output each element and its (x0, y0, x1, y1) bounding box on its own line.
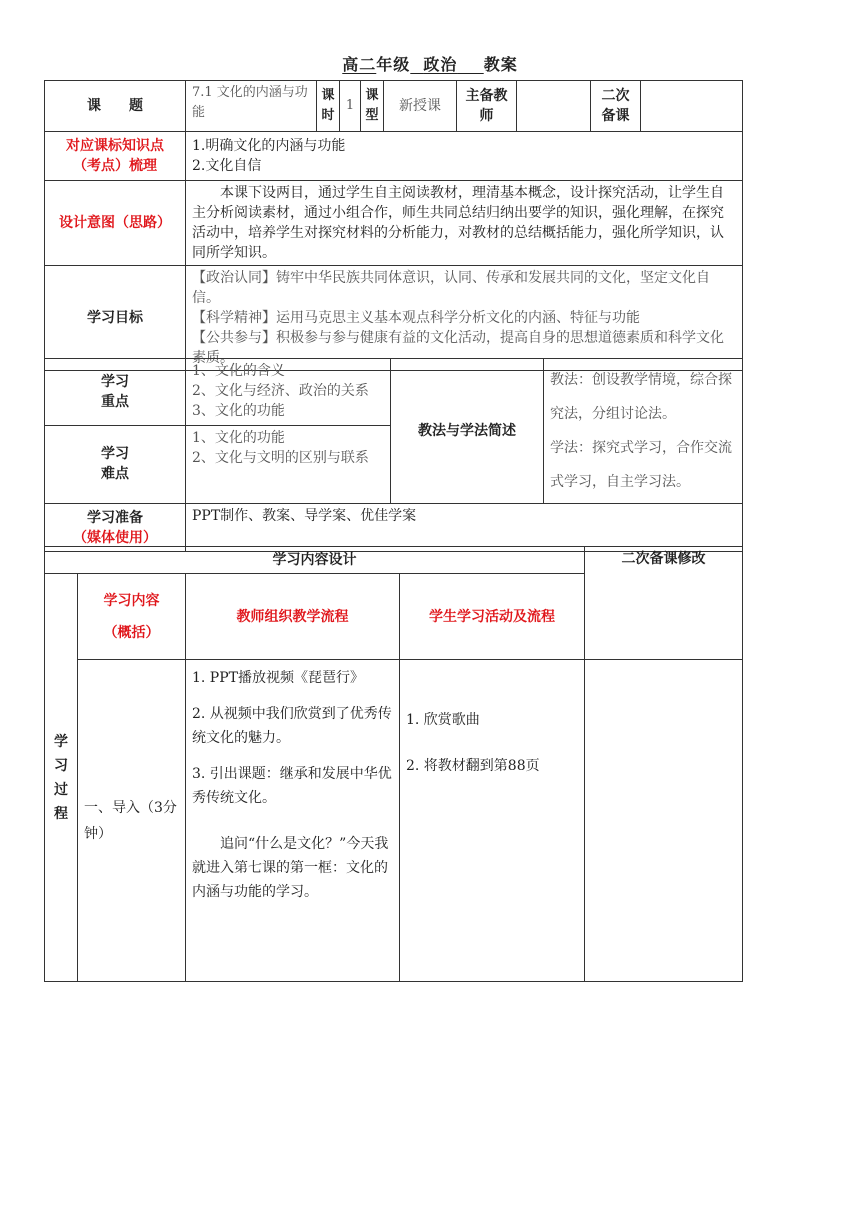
revision-label: 二次备课 (591, 81, 641, 132)
teacher-header: 教师组织教学流程 (186, 574, 400, 660)
prep-label: 学习准备 （媒体使用） (45, 504, 186, 552)
grade: 高二 (342, 55, 377, 74)
design-label: 设计意图（思路） (45, 181, 186, 266)
teacher-steps (186, 660, 400, 982)
difficulties-content: 1、文化的功能 2、文化与文明的区别与联系 (186, 425, 391, 503)
standards-item: 2.文化自信 (192, 158, 262, 174)
type-label: 课型 (361, 81, 384, 132)
content-header: 学习内容 （概括） (78, 574, 186, 660)
type-value: 新授课 (384, 81, 457, 132)
hours-label: 课时 (317, 81, 340, 132)
difficulties-label: 学习 难点 (45, 425, 186, 503)
revision-value (641, 81, 743, 132)
student-steps (400, 660, 585, 982)
step1-label: 一、导入（3分钟） (78, 660, 186, 982)
doc-type: 教案 (483, 55, 518, 74)
hours-value: 1 (340, 81, 361, 132)
standards-content (186, 132, 743, 181)
objectives-content (186, 266, 743, 371)
key-points-content: 1、文化的含义 2、文化与经济、政治的关系 3、文化的功能 (186, 359, 391, 426)
methods-table (44, 358, 743, 552)
topic-label: 课 题 (45, 81, 186, 132)
design-text: 本课下设两目，通过学生自主阅读教材，理清基本概念，设计探究活动，让学生自主分析阅读素材，通过小组合作，师生共同总结归纳出要学的知识，强化理解，在探究活动中，培养学生对探究材料的分析能力，对教材的总结概括能力，强化所学知识，认同所学知识。 (186, 181, 743, 266)
teacher-step: 2. 从视频中我们欣赏到了优秀传统文化的魅力。 (192, 706, 392, 746)
objective-item: 【公共参与】积极参与参与健康有益的文化活动，提高自身的思想道德素质和科学文化素质。 (192, 330, 724, 366)
design-header: 学习内容设计 (45, 547, 585, 574)
objective-item: 【政治认同】铸牢中华民族共同体意识，认同、传承和发展共同的文化，坚定文化自信。 (192, 270, 710, 306)
standards-label: 对应课标知识点 （考点）梳理 (45, 132, 186, 181)
subject: 政治 (423, 55, 458, 74)
info-table (44, 80, 743, 371)
teacher-step: 3. 引出课题：继承和发展中华优秀传统文化。 (192, 766, 392, 806)
key-points-label: 学习 重点 (45, 359, 186, 426)
teach-method: 教法：创设教学情境，综合探究法，分组讨论法。 (550, 372, 732, 422)
revision-header: 二次备课修改 (585, 547, 743, 660)
teacher-step: 1. PPT播放视频《琵琶行》 (192, 670, 364, 686)
objectives-label: 学习目标 (45, 266, 186, 371)
student-header: 学生学习活动及流程 (400, 574, 585, 660)
teacher-value (517, 81, 591, 132)
methods-content (544, 359, 743, 504)
process-table (44, 546, 743, 982)
page-title (0, 52, 860, 75)
student-step: 1. 欣赏歌曲 (406, 712, 480, 728)
methods-label: 教法与学法简述 (391, 359, 544, 504)
revision-cell (585, 660, 743, 982)
objective-item: 【科学精神】运用马克思主义基本观点科学分析文化的内涵、特征与功能 (192, 310, 640, 326)
teacher-step: 追问“什么是文化？”今天我就进入第七课的第一框：文化的内涵与功能的学习。 (192, 836, 389, 900)
standards-item: 1.明确文化的内涵与功能 (192, 138, 346, 154)
teacher-label: 主备教师 (457, 81, 517, 132)
topic-value: 7.1 文化的内涵与功能 (186, 81, 317, 132)
grade-label: 年级 (376, 55, 411, 74)
learn-method: 学法：探究式学习，合作交流式学习，自主学习法。 (550, 440, 732, 490)
student-step: 2. 将教材翻到第88页 (406, 758, 540, 774)
process-side-label: 学 习 过 程 (45, 574, 78, 982)
prep-value: PPT制作、教案、导学案、优佳学案 (186, 504, 743, 552)
